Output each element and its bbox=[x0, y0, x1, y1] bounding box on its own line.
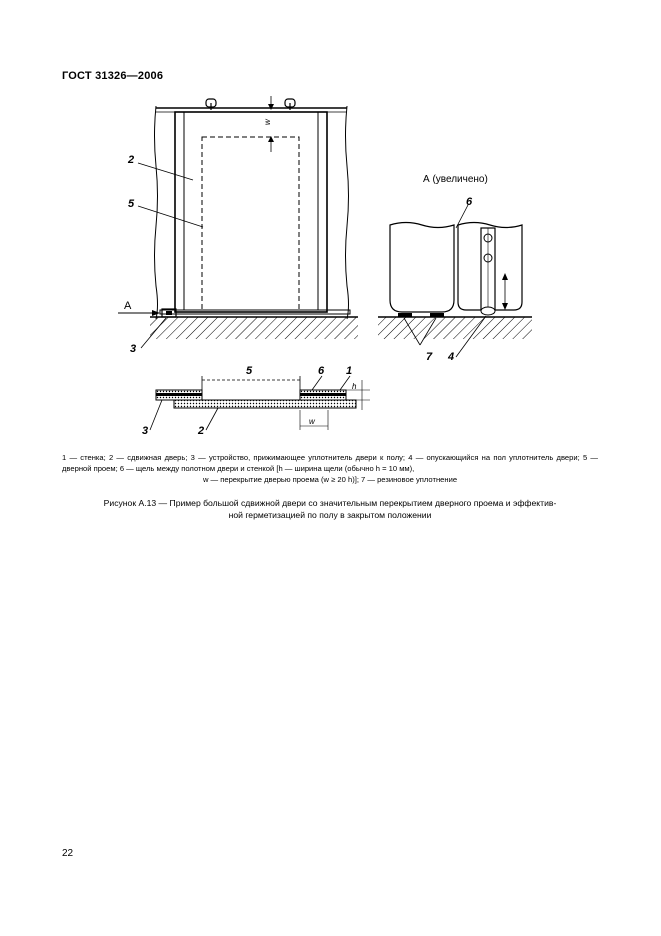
main-label-opening: 5 bbox=[128, 198, 135, 210]
detail-label-seal: 7 bbox=[426, 351, 433, 363]
detail-title: А (увеличено) bbox=[423, 174, 488, 185]
section-label-seal-device: 3 bbox=[142, 425, 149, 437]
section-label-wall: 1 bbox=[346, 365, 353, 377]
section-label-gap: 6 bbox=[318, 365, 325, 377]
page-number: 22 bbox=[62, 848, 74, 859]
main-label-seal-device: 3 bbox=[130, 343, 137, 355]
wall-right-edge bbox=[346, 106, 349, 319]
section-overlap-label: w bbox=[309, 417, 315, 426]
figure-caption bbox=[62, 497, 598, 521]
detail-label-gap: 6 bbox=[466, 196, 473, 208]
legend-line-1: 1 — стенка; 2 — сдвижная дверь; 3 — устройство, прижимающее уплотнитель двери к полу; 4 — опускающийся на пол уплотнитель двери; 5 — дверной проем; 6 — щель между полотном двери и стенкой [h — ширина щели (обычно h = 10 мм), bbox=[62, 453, 598, 473]
main-label-wall: 2 bbox=[128, 154, 135, 166]
main-view-label: A bbox=[124, 300, 132, 312]
floor-detail bbox=[378, 317, 532, 339]
door-main-view bbox=[118, 96, 358, 355]
detail-view-a bbox=[378, 174, 532, 363]
caption-line-1: Рисунок А.13 — Пример большой сдвижной двери со значительным перекрытием дверного проема и эффектив- bbox=[103, 498, 557, 508]
section-view bbox=[142, 365, 370, 437]
main-overlap-label: w bbox=[263, 119, 272, 125]
door-opening-outline bbox=[202, 137, 299, 310]
caption-line-2: ной герметизацией по полу в закрытом положении bbox=[228, 510, 432, 520]
document-header: ГОСТ 31326—2006 bbox=[62, 70, 164, 82]
detail-label-sealer: 4 bbox=[448, 351, 455, 363]
figure-legend bbox=[62, 452, 598, 485]
legend-line-2: w — перекрытие дверью проема (w ≥ 20 h)]; 7 — резиновое уплотнение bbox=[202, 475, 458, 484]
section-label-door: 2 bbox=[198, 425, 205, 437]
section-label-opening: 5 bbox=[246, 365, 253, 377]
floor-main bbox=[150, 317, 358, 339]
figure-a13 bbox=[0, 0, 661, 440]
door-leaf bbox=[175, 112, 327, 312]
section-gap-height-label: h bbox=[352, 382, 357, 391]
